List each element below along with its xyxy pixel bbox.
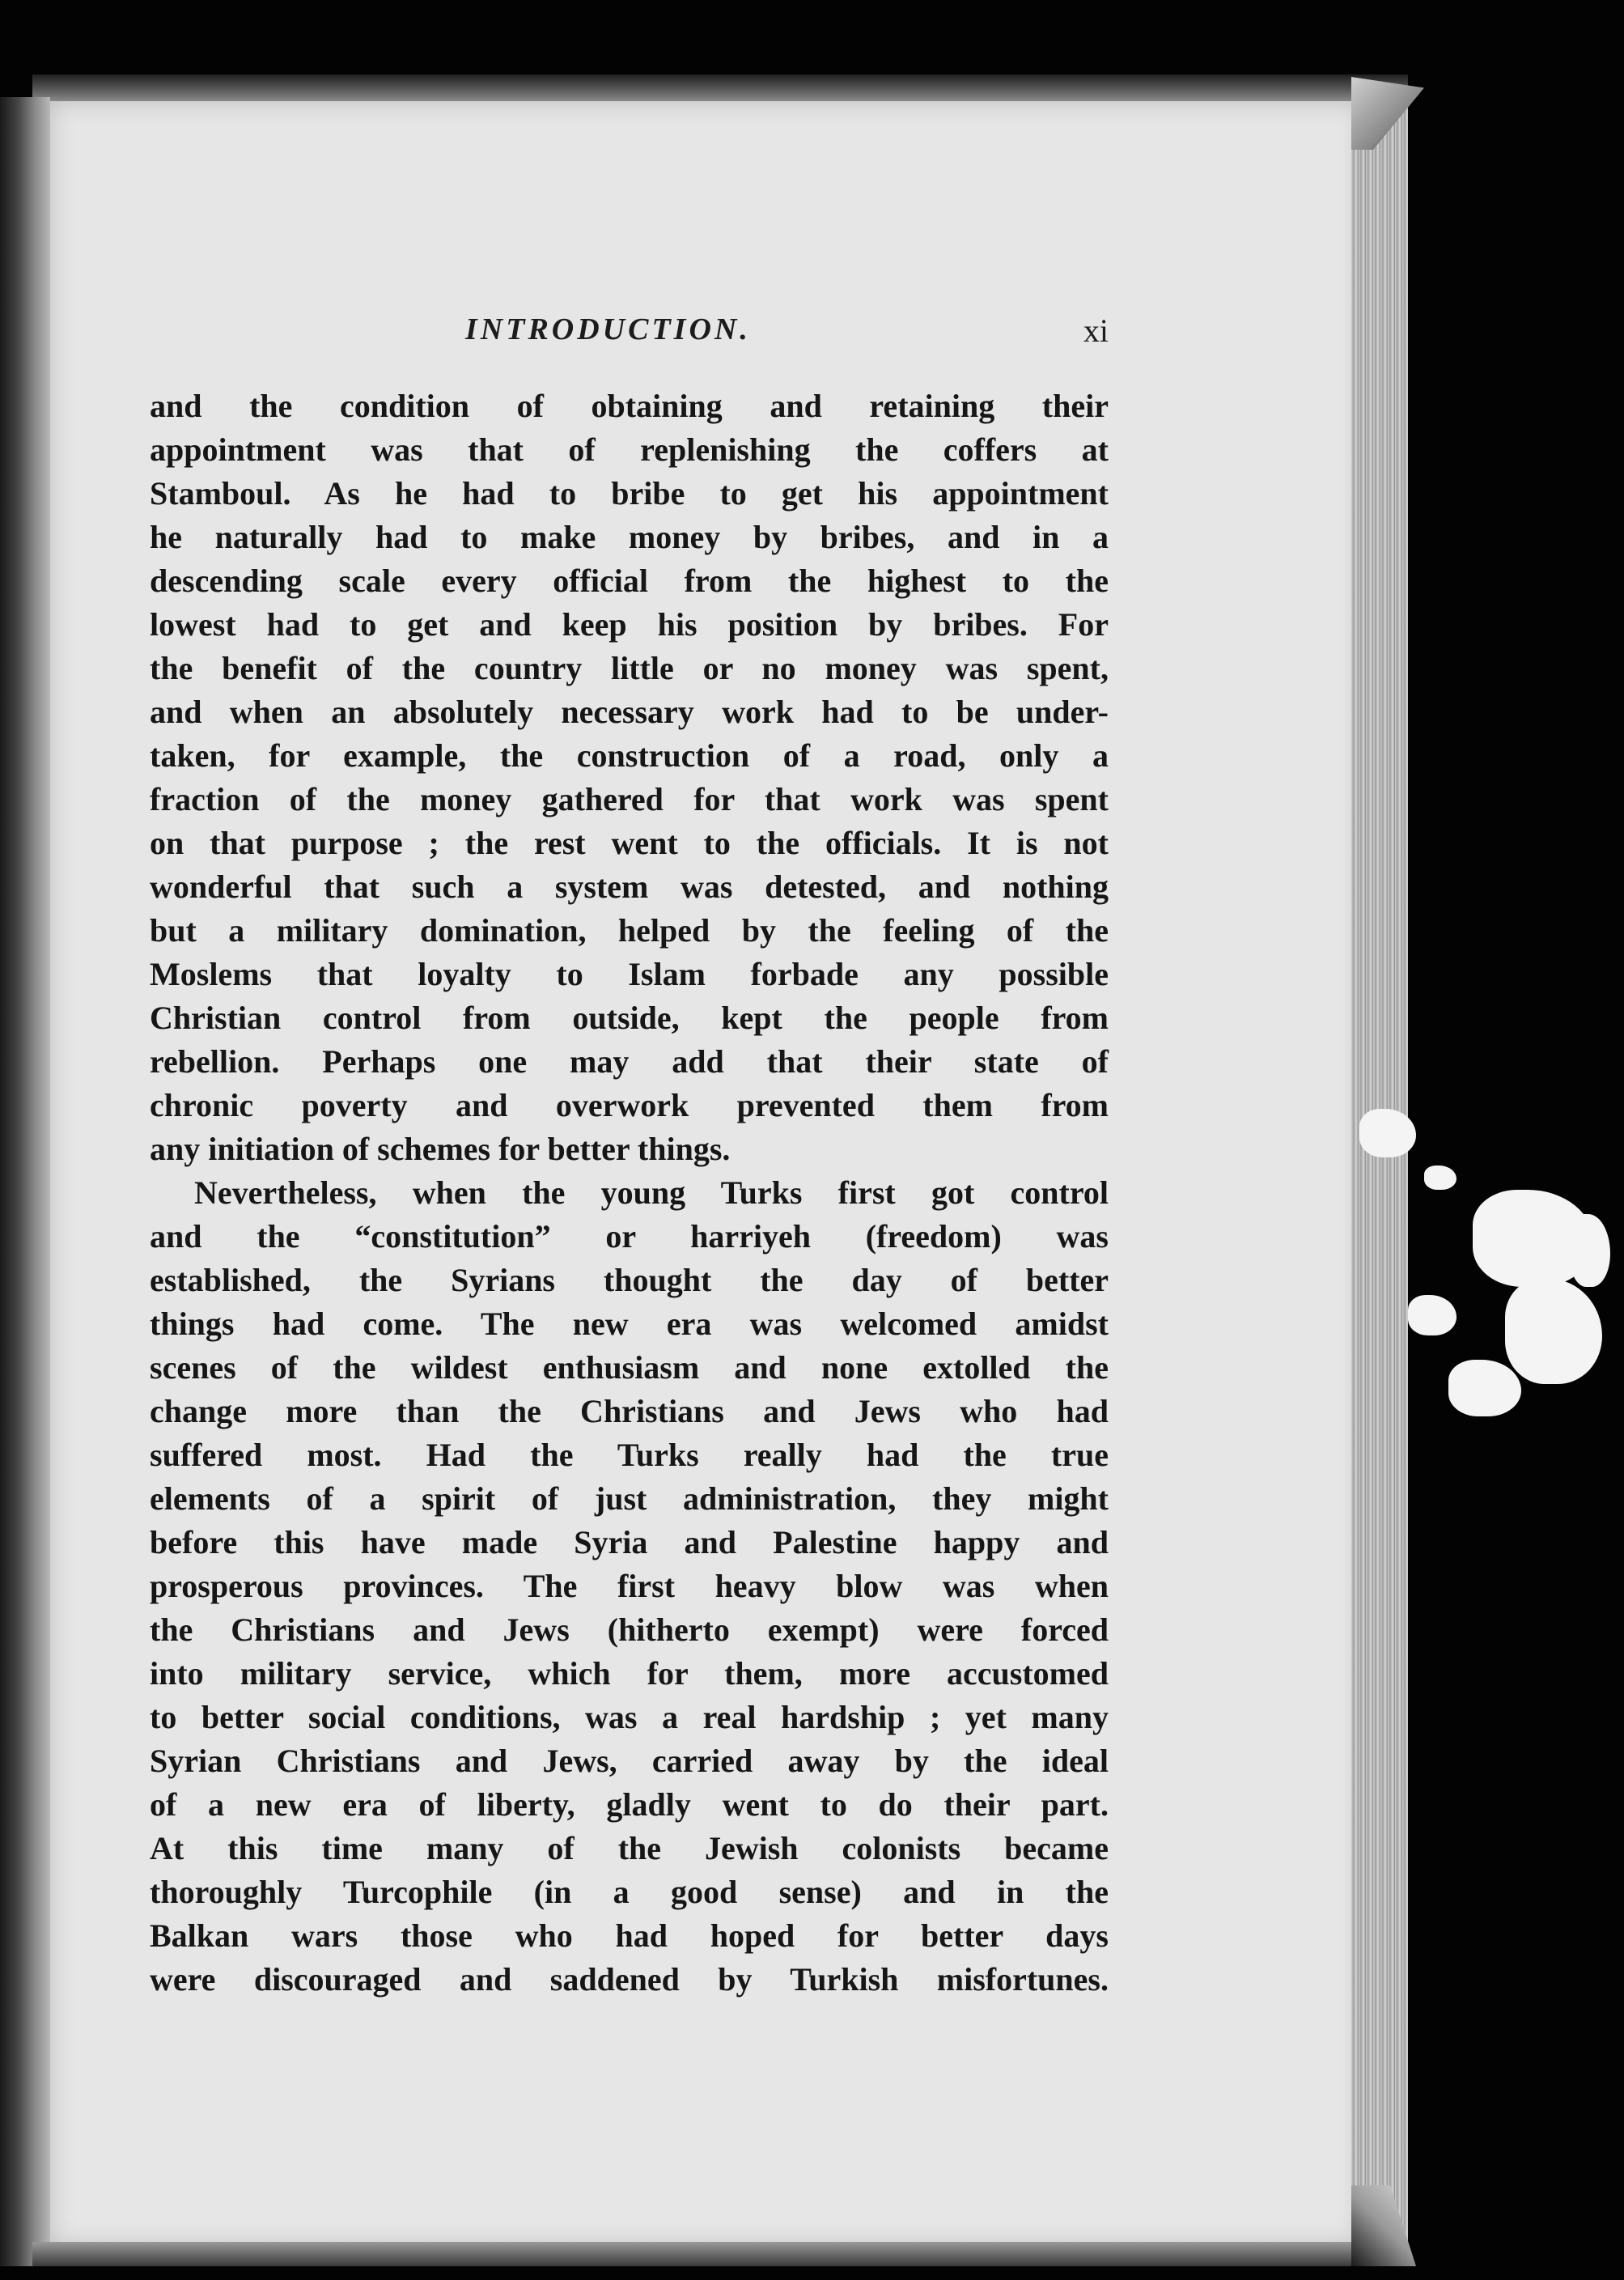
paper-damage-speck xyxy=(1505,1279,1602,1384)
text-line: scenes of the wildest enthusiasm and none extolled the xyxy=(150,1349,1109,1386)
text-line: and the condition of obtaining and retaining their xyxy=(150,388,1109,424)
text-line: At this time many of the Jewish colonists became xyxy=(150,1830,1109,1866)
text-line: chronic poverty and overwork prevented them from xyxy=(150,1087,1109,1123)
text-line: were discouraged and saddened by Turkish misfortunes. xyxy=(150,1961,1109,1998)
text-line: change more than the Christians and Jews who had xyxy=(150,1393,1109,1429)
running-head-title: INTRODUCTION. xyxy=(465,312,751,346)
paper-damage-speck xyxy=(1408,1295,1457,1335)
text-line: prosperous provinces. The first heavy blow was when xyxy=(150,1568,1109,1604)
running-head xyxy=(150,312,1109,352)
left-page-edge xyxy=(0,97,50,2266)
text-line: before this have made Syria and Palestine happy and xyxy=(150,1524,1109,1560)
paper-damage-speck xyxy=(1570,1214,1610,1287)
page-stack-edge xyxy=(1351,89,1408,2258)
text-line: fraction of the money gathered for that work was spent xyxy=(150,781,1109,817)
text-line: descending scale every official from the highest to the xyxy=(150,563,1109,599)
text-line: suffered most. Had the Turks really had the true xyxy=(150,1437,1109,1473)
text-line: Nevertheless, when the young Turks first got control xyxy=(194,1174,1109,1211)
page-number: xi xyxy=(1083,312,1109,349)
text-line: lowest had to get and keep his position by bribes. For xyxy=(150,606,1109,643)
text-line: Christian control from outside, kept the people from xyxy=(150,1000,1109,1036)
text-line: thoroughly Turcophile (in a good sense) and in the xyxy=(150,1874,1109,1910)
text-line: of a new era of liberty, gladly went to do their part. xyxy=(150,1786,1109,1823)
text-line: rebellion. Perhaps one may add that their state of xyxy=(150,1043,1109,1080)
book-bottom-edge xyxy=(32,2242,1408,2266)
text-line: appointment was that of replenishing the coffers at xyxy=(150,431,1109,468)
text-line: he naturally had to make money by bribes, and in a xyxy=(150,519,1109,555)
text-line: but a military domination, helped by the feeling of the xyxy=(150,912,1109,949)
text-line: the Christians and Jews (hitherto exempt) were forced xyxy=(150,1611,1109,1648)
text-line: things had come. The new era was welcomed amidst xyxy=(150,1306,1109,1342)
text-line: Moslems that loyalty to Islam forbade any possible xyxy=(150,956,1109,992)
text-line: the benefit of the country little or no money was spent, xyxy=(150,650,1109,686)
text-line: and when an absolutely necessary work had to be under- xyxy=(150,694,1109,730)
text-line: into military service, which for them, more accustomed xyxy=(150,1655,1109,1692)
text-line: on that purpose ; the rest went to the officials. It is not xyxy=(150,825,1109,861)
text-line: to better social conditions, was a real hardship ; yet many xyxy=(150,1699,1109,1735)
paper-damage-speck xyxy=(1448,1360,1521,1416)
paper-damage-speck xyxy=(1424,1165,1457,1190)
text-line: elements of a spirit of just administration, they might xyxy=(150,1480,1109,1517)
text-line: taken, for example, the construction of a road, only a xyxy=(150,737,1109,774)
text-line: Stamboul. As he had to bribe to get his appointment xyxy=(150,475,1109,512)
text-line: Balkan wars those who had hoped for better days xyxy=(150,1917,1109,1954)
text-line: Syrian Christians and Jews, carried away by the ideal xyxy=(150,1743,1109,1779)
text-line: wonderful that such a system was detested, and nothing xyxy=(150,868,1109,905)
text-line: and the “constitution” or harriyeh (freedom) was xyxy=(150,1218,1109,1255)
text-line: any initiation of schemes for better things. xyxy=(150,1131,731,1167)
body-text xyxy=(150,384,1109,2002)
text-line: established, the Syrians thought the day of better xyxy=(150,1262,1109,1298)
